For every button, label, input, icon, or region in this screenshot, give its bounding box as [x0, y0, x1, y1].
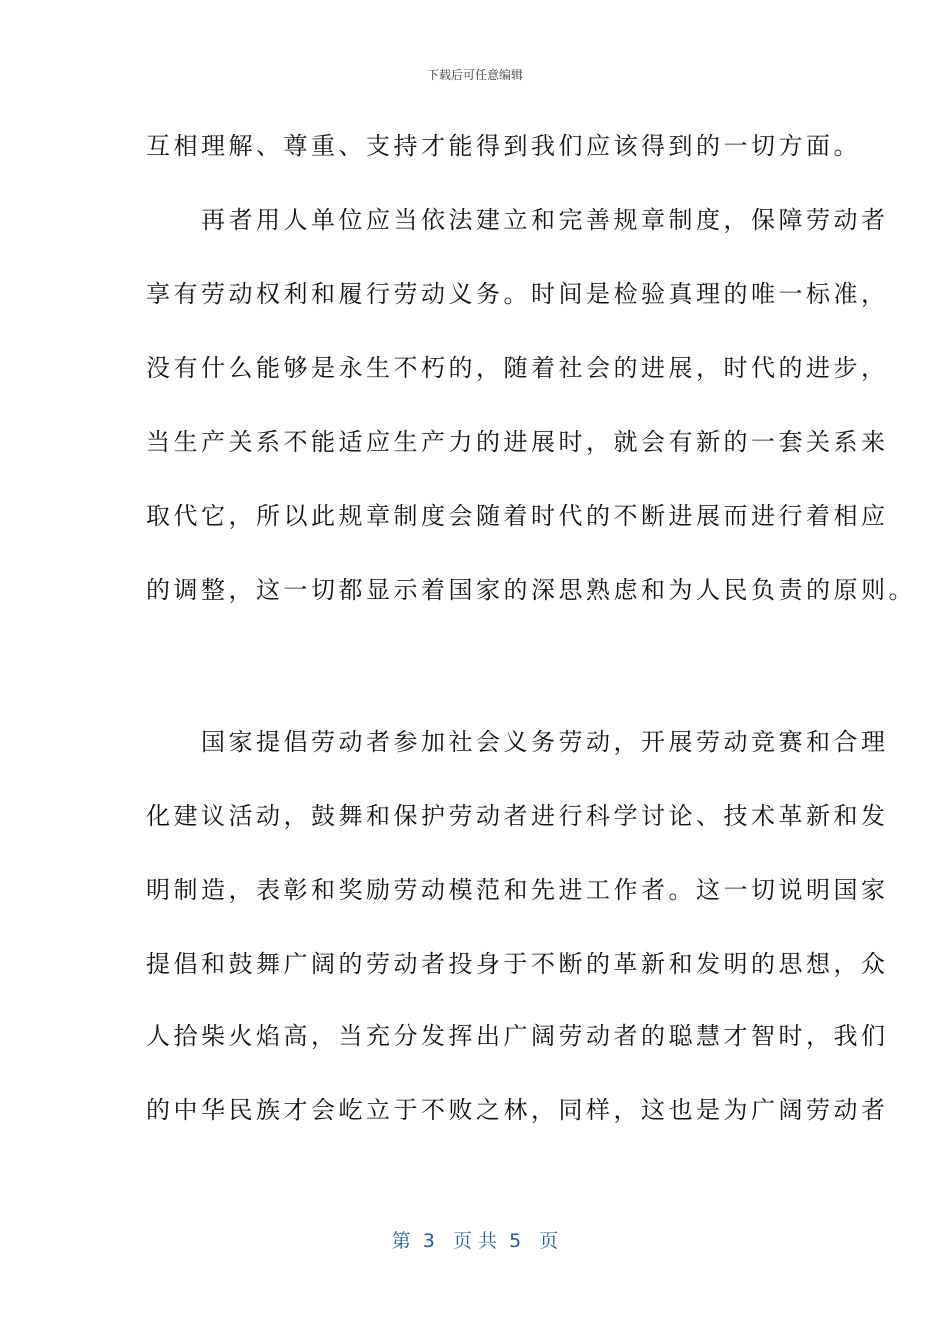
text-line: 化建议活动，鼓舞和保护劳动者进行科学讨论、技术革新和发 [146, 802, 889, 830]
text-line: 国家提倡劳动者参加社会义务劳动，开展劳动竞赛和合理 [146, 728, 889, 756]
text-line: 的调整，这一切都显示着国家的深思熟虑和为人民负责的原则。 [146, 576, 916, 604]
text-line: 当生产关系不能适应生产力的进展时，就会有新的一套关系来 [146, 428, 889, 456]
text-line: 明制造，表彰和奖励劳动模范和先进工作者。这一切说明国家 [146, 876, 889, 904]
text-line: 互相理解、尊重、支持才能得到我们应该得到的一切方面。 [146, 132, 861, 160]
text-line: 没有什么能够是永生不朽的，随着社会的进展，时代的进步， [146, 354, 889, 382]
text-line: 享有劳动权利和履行劳动义务。时间是检验真理的唯一标准， [146, 280, 889, 308]
text-line: 提倡和鼓舞广阔的劳动者投身于不断的革新和发明的思想，众 [146, 950, 889, 978]
text-line: 再者用人单位应当依法建立和完善规章制度，保障劳动者 [146, 206, 889, 234]
text-line: 的中华民族才会屹立于不败之林，同样，这也是为广阔劳动者 [146, 1096, 889, 1124]
text-line: 取代它，所以此规章制度会随着时代的不断进展而进行着相应 [146, 502, 889, 530]
header-note: 下载后可任意编辑 [426, 68, 523, 82]
page-number: 第 3 页 共 5 页 [391, 1230, 559, 1252]
text-line: 人拾柴火焰高，当充分发挥出广阔劳动者的聪慧才智时，我们 [146, 1022, 889, 1050]
